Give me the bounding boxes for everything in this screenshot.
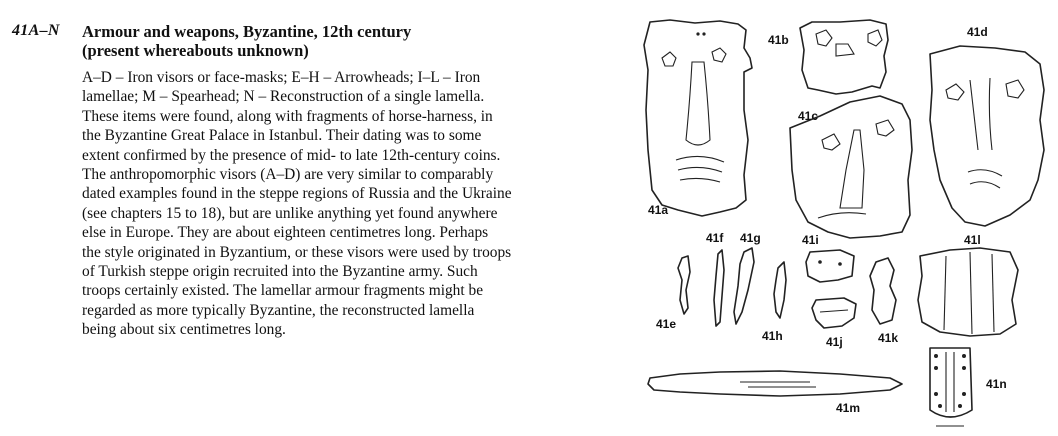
caption-line: the Byzantine Great Palace in Istanbul. Their dating was to some: [82, 127, 482, 145]
caption-line: lamellae; M – Spearhead; N – Reconstruction of a single lamella.: [82, 88, 485, 106]
label-41h: 41h: [762, 329, 783, 343]
label-41k: 41k: [878, 331, 899, 345]
caption-line: regarded as more typically Byzantine, the reconstructed lamella: [82, 301, 475, 319]
arrowhead-41h-drawing: [774, 262, 786, 318]
label-41b: 41b: [768, 33, 789, 47]
caption-line: of Turkish steppe origin recruited into the Byzantine army. Such: [82, 263, 478, 281]
lamella-41l-drawing: [918, 248, 1018, 336]
caption-line: else in Europe. They are about eighteen centimetres long. Perhaps: [82, 224, 489, 242]
lamella-41k-drawing: [870, 258, 896, 324]
caption-line: being about six centimetres long.: [82, 321, 286, 339]
caption-line: dated examples found in the steppe regions of Russia and the Ukraine: [82, 185, 512, 203]
label-41f: 41f: [706, 231, 724, 245]
visor-41d-drawing: [930, 46, 1044, 226]
label-41j: 41j: [826, 335, 843, 349]
caption-title-line-1: Armour and weapons, Byzantine, 12th century: [82, 22, 412, 41]
label-41e: 41e: [656, 317, 677, 331]
visor-41a-drawing: [644, 20, 752, 216]
caption-line: A–D – Iron visors or face-masks; E–H – Arrowheads; I–L – Iron: [82, 69, 481, 86]
label-41d: 41d: [967, 25, 988, 39]
caption-body: [82, 68, 634, 340]
spearhead-41m-drawing: [648, 371, 902, 396]
arrowhead-41e-drawing: [678, 256, 690, 314]
caption-line: These items were found, along with fragments of horse-harness, in: [82, 107, 493, 125]
caption-line: troops certainly existed. The lamellar armour fragments might be: [82, 282, 484, 300]
label-41a: 41a: [648, 203, 669, 217]
visor-41b-drawing: [800, 20, 888, 94]
label-41l: 41l: [964, 233, 981, 247]
arrowhead-41g-drawing: [734, 248, 754, 324]
label-41i: 41i: [802, 233, 819, 247]
caption-title-line-2: (present whereabouts unknown): [82, 41, 309, 60]
lamella-41i-drawing: [806, 250, 854, 282]
caption-line: the style originated in Byzantium, or these visors were used by troops: [82, 243, 512, 261]
lamella-reconstruction-41n-drawing: [930, 348, 972, 426]
label-41m: 41m: [836, 401, 861, 415]
caption-line: (see chapters 15 to 18), but are unlike anything yet found anywhere: [82, 204, 498, 222]
caption-line: The anthropomorphic visors (A–D) are very similar to comparably: [82, 166, 494, 184]
lamella-41j-drawing: [812, 298, 856, 328]
caption-title: [82, 22, 642, 60]
armour-illustration: [640, 0, 1056, 436]
caption-line: extent confirmed by the presence of mid- to late 12th-century coins.: [82, 146, 501, 164]
label-41n: 41n: [986, 377, 1007, 391]
label-41g: 41g: [740, 231, 761, 245]
label-41c: 41c: [798, 109, 819, 123]
figure-reference: 41A–N: [12, 22, 60, 39]
arrowhead-41f-drawing: [714, 250, 724, 326]
